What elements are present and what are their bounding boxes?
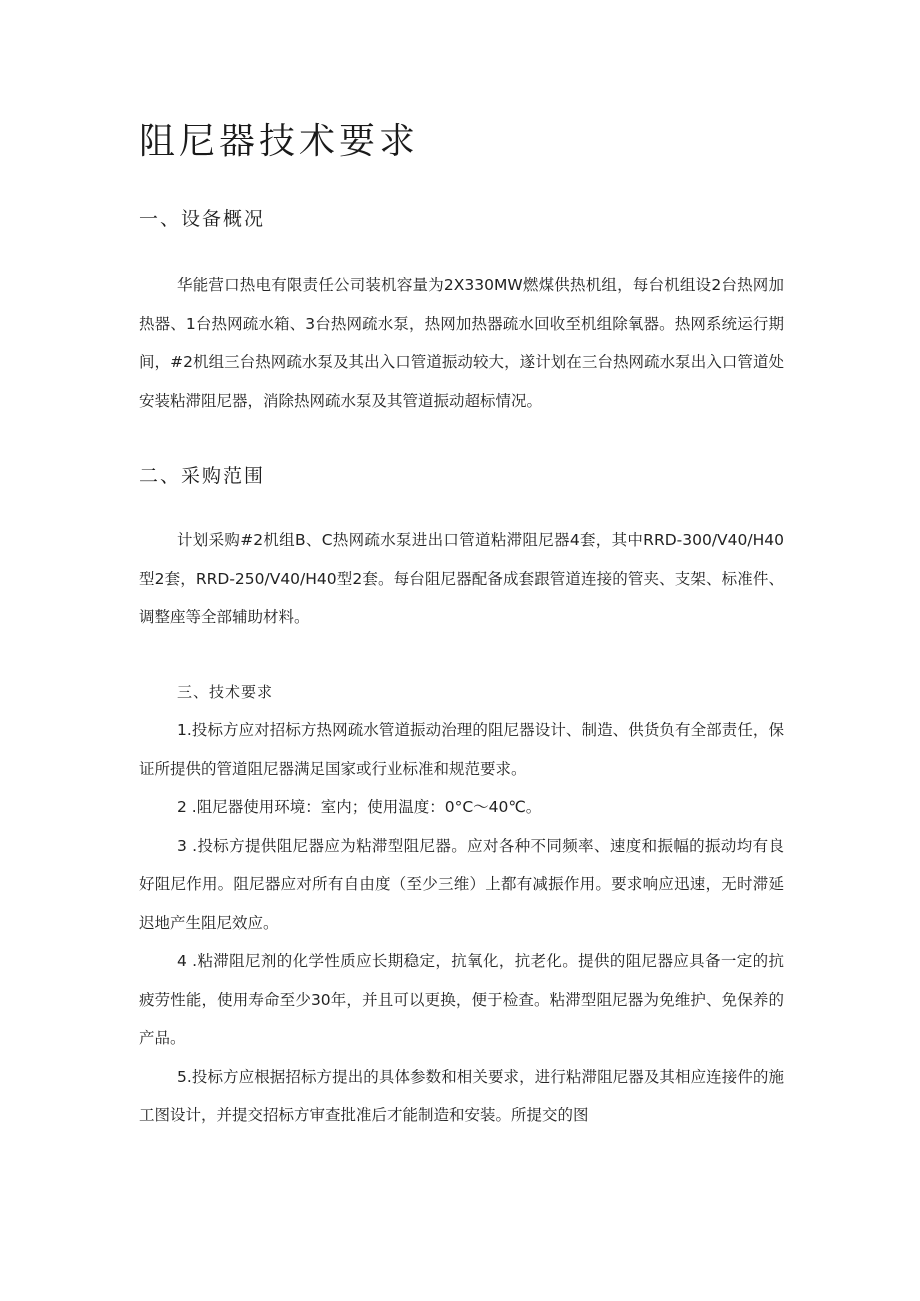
section-heading-overview: 一、设备概况 [139, 208, 266, 230]
requirement-item: 5.投标方应根据招标方提出的具体参数和相关要求，进行粘滞阻尼器及其相应连接件的施工图设计，并提交招标方审查批准后才能制造和安装。所提交的图 [139, 1067, 784, 1124]
section-heading-scope: 二、采购范围 [139, 465, 266, 487]
requirement-item: 2 .阻尼器使用环境：室内；使用温度：0°C～40℃。 [177, 798, 542, 816]
requirement-item: 4 .粘滞阻尼剂的化学性质应长期稳定，抗氧化，抗老化。提供的阻尼器应具备一定的抗疲劳性能，使用寿命至少30年，并且可以更换，便于检查。粘滞型阻尼器为免维护、免保养的产品。 [139, 952, 784, 1047]
section-paragraph-overview: 华能营口热电有限责任公司装机容量为2X330MW燃煤供热机组，每台机组设2台热网加热器、1台热网疏水箱、3台热网疏水泵，热网加热器疏水回收至机组除氧器。热网系统运行期间，#2机组三台热网疏水泵及其出入口管道振动较大，遂计划在三台热网疏水泵出入口管道处安装粘滞阻尼器，消除热网疏水泵及其管道振动超标情况。 [139, 276, 784, 410]
section-heading-requirements: 三、技术要求 [177, 683, 274, 701]
requirement-item: 1.投标方应对招标方热网疏水管道振动治理的阻尼器设计、制造、供货负有全部责任，保证所提供的管道阻尼器满足国家或行业标准和规范要求。 [139, 721, 784, 778]
requirement-item: 3 .投标方提供阻尼器应为粘滞型阻尼器。应对各种不同频率、速度和振幅的振动均有良好阻尼作用。阻尼器应对所有自由度（至少三维）上都有减振作用。要求响应迅速，无时滞延迟地产生阻尼效应。 [139, 836, 784, 932]
section-paragraph-scope: 计划采购#2机组B、C热网疏水泵进出口管道粘滞阻尼器4套，其中RRD-300/V40/H40型2套，RRD-250/V40/H40型2套。每台阻尼器配备成套跟管道连接的管夹、支架、标准件、调整座等全部辅助材料。 [139, 531, 784, 626]
requirements-list [139, 711, 784, 1135]
document-title: 阻尼器技术要求 [139, 121, 420, 162]
